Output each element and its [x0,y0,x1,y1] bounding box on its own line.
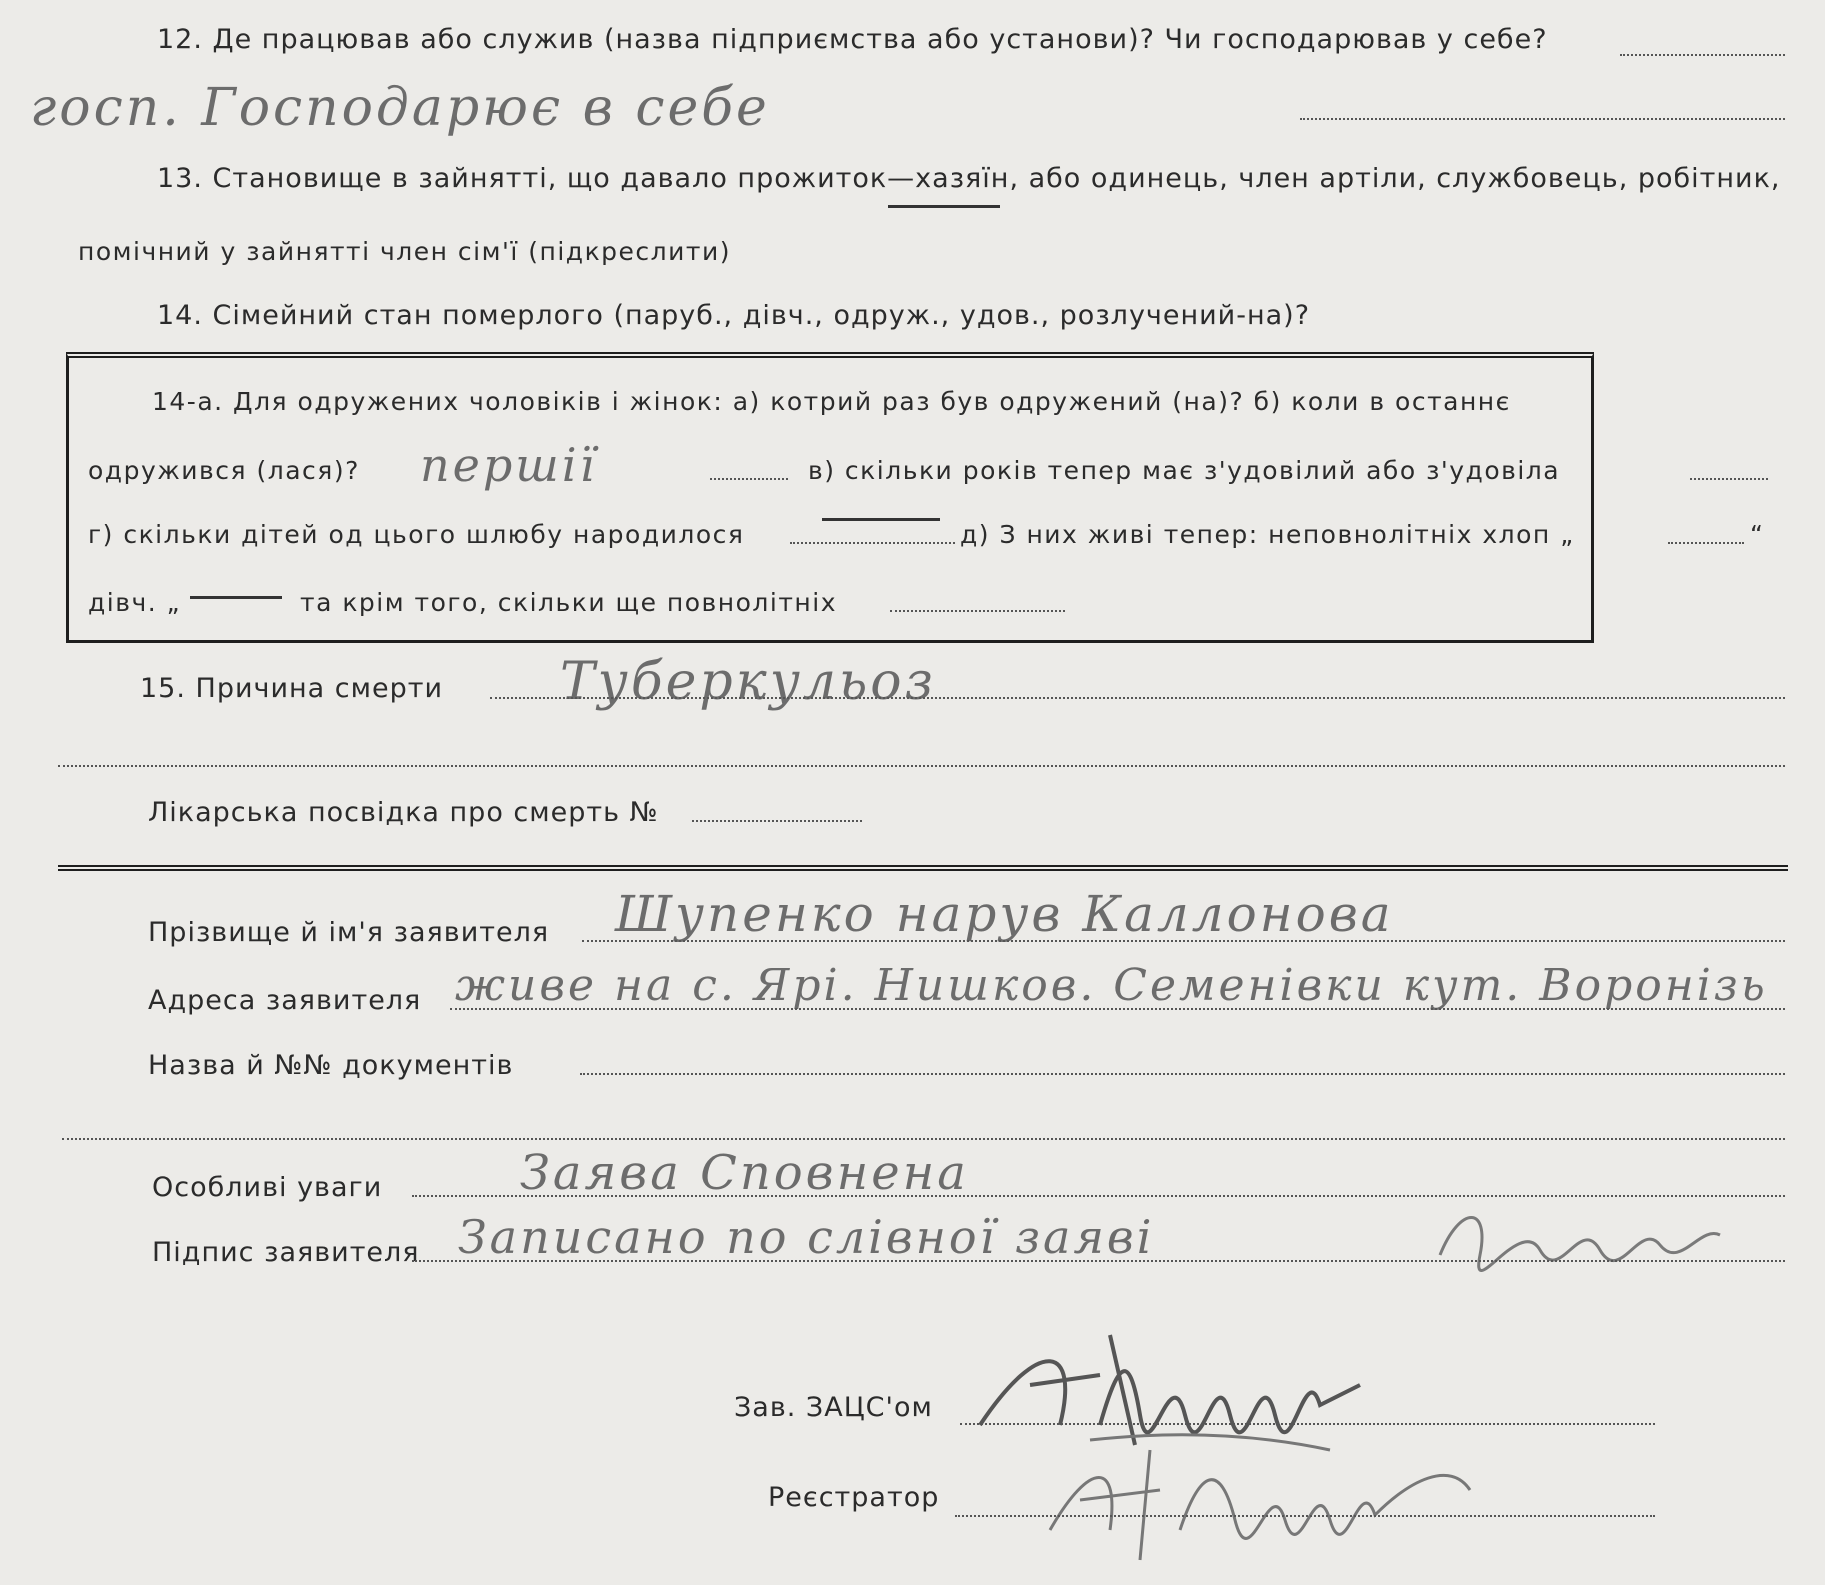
q14-label: 14. Сімейний стан померлого (паруб., дівч., одруж., удов., розлучений-на)? [157,300,1311,331]
q14a-line4-rest: та крім того, скільки ще повнолітніх [300,588,837,617]
registrar-label: Реєстратор [768,1482,940,1513]
q15-dots [490,697,1785,699]
q15-dots-2 [58,765,1785,767]
q12-answer-dots [1300,118,1785,120]
applicant-name-label: Прізвище й ім'я заявителя [148,917,550,948]
q12-handwritten-answer: госп. Господарює в себе [30,78,770,138]
certificate-label: Лікарська посвідка про смерть № [148,797,659,828]
q14a-line3-label: г) скільки дітей од цього шлюбу народилося [88,520,745,549]
applicant-name-handwritten: Шупенко нарув Каллонова [615,885,1394,943]
q12-label: 12. Де працював або служив (назва підприємства або установи)? Чи господарював у себе? [157,24,1548,55]
applicant-signature-handwritten: Записано по слівної заяві [458,1210,1155,1264]
q14a-line1: 14-а. Для одружених чоловіків і жінок: а) котрий раз був одружений (на)? б) коли в останнє [152,387,1511,416]
q14a-line3-rest: д) З них живі тепер: неповнолітніх хлоп „ [960,520,1575,549]
applicant-address-handwritten: живе на с. Ярі. Нишков. Семенівки кут. Воронізь [455,960,1768,1011]
q14a-line4-label: дівч. „ [88,588,182,617]
q14a-line2-label: одружився (лася)? [88,456,360,485]
section-divider [58,865,1788,871]
q12-dots [1620,54,1785,56]
applicant-notes-handwritten: Заява Сповнена [520,1145,969,1201]
q14a-line3-dots [790,542,955,544]
certificate-dots [692,820,862,822]
applicant-signature-scribble [1430,1195,1730,1275]
q13-label-line2: помічний у зайнятті член сім'ї (підкреслити) [78,237,731,266]
q14a-line2-rest: в) скільки років тепер має з'удовілий або з'удовіла [808,456,1561,485]
q14a-dash-girls [190,596,282,599]
applicant-documents-label: Назва й №№ документів [148,1050,514,1081]
q15-handwritten-answer: Туберкульоз [560,652,936,712]
q14a-line4-dots [890,610,1065,612]
q14a-line3-close: “ [1750,520,1765,549]
applicant-address-label: Адреса заявителя [148,985,422,1016]
applicant-documents-dots [580,1073,1785,1075]
applicant-signature-label: Підпис заявителя [152,1237,420,1268]
registrar-signature [1030,1420,1490,1570]
applicant-name-dots [582,940,1785,942]
head-label: Зав. ЗАЦС'ом [734,1392,933,1423]
q14a-line3-end-dots [1668,542,1744,544]
q14a-dash-children [822,518,940,521]
q14a-handwritten-answer: першії [420,438,598,492]
q14a-line2-end-dots [1690,478,1768,480]
q13-underline-khaziain [888,205,1000,208]
applicant-documents-dots-2 [62,1138,1785,1140]
q14a-line2-dots [710,478,788,480]
q13-label-line1: 13. Становище в зайнятті, що давало прожиток—хазяїн, або одинець, член артіли, службовець, робітник, [157,163,1781,194]
applicant-notes-label: Особливі уваги [152,1172,383,1203]
applicant-address-dots [450,1008,1785,1010]
registrar-dots [955,1515,1655,1517]
applicant-signature-dots [412,1260,1785,1262]
q15-label: 15. Причина смерти [140,673,444,704]
